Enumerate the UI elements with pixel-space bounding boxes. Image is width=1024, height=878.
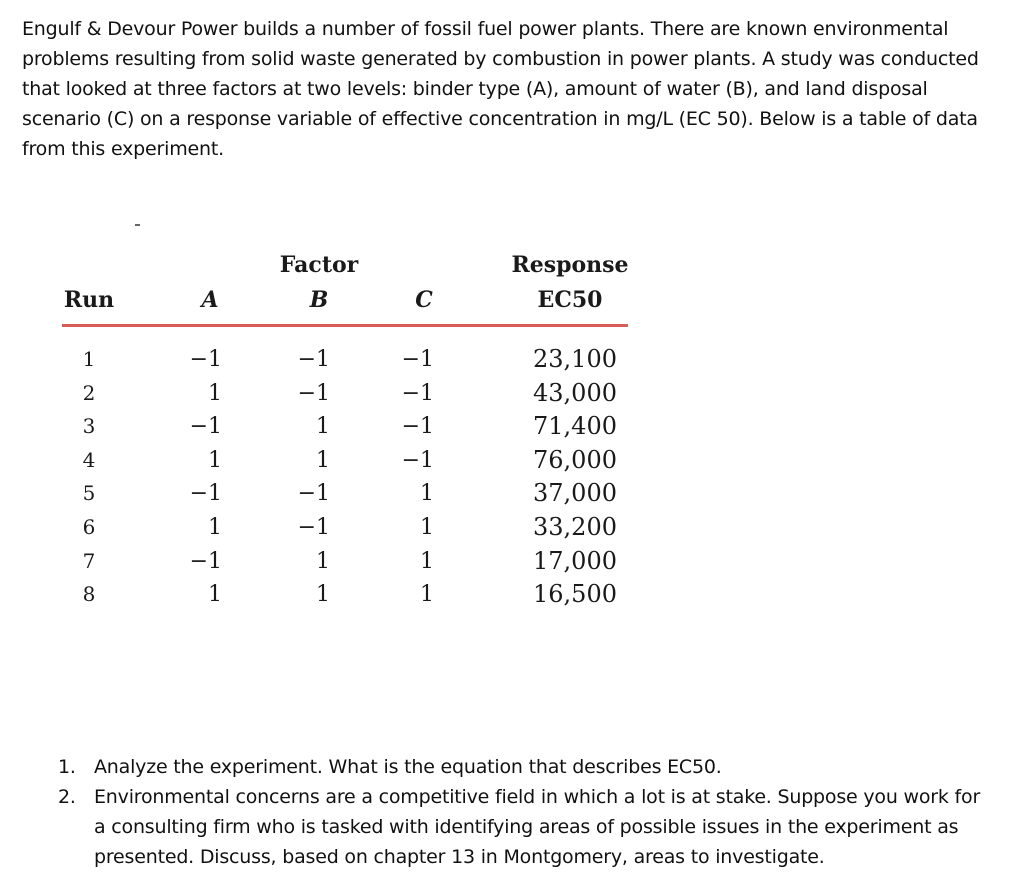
factor-b-cell: −1: [297, 481, 330, 507]
factor-a-cell: 1: [208, 447, 222, 473]
response-cell: 76,000: [533, 445, 617, 474]
factor-b-cell: 1: [316, 447, 330, 473]
ec50-column-header: EC50: [537, 287, 603, 313]
response-cell: 23,100: [533, 345, 617, 373]
response-cell: 16,500: [533, 580, 617, 609]
run-cell: 7: [82, 548, 96, 573]
problem-statement-line: problems resulting from solid waste generated by combustion in power plants. A study was conducted: [22, 48, 979, 70]
run-cell: 4: [82, 447, 96, 472]
response-cell: 43,000: [533, 378, 617, 407]
run-column: [78, 343, 100, 612]
factor-a-column: [180, 343, 222, 612]
factor-b-cell: 1: [316, 582, 330, 608]
question-text: Environmental concerns are a competitive field in which a lot is at stake. Suppose you work for: [94, 786, 981, 808]
response-group-header: Response: [511, 252, 629, 278]
factor-c-cell: −1: [401, 380, 434, 406]
factor-b-column-header: B: [309, 287, 329, 313]
run-cell: 1: [82, 347, 96, 371]
factor-a-cell: −1: [189, 548, 222, 574]
question-text: presented. Discuss, based on chapter 13 in Montgomery, areas to investigate.: [94, 846, 825, 868]
response-cell: 33,200: [533, 512, 617, 541]
factor-c-column: [392, 343, 434, 612]
header-divider: [62, 324, 628, 327]
run-column-header: Run: [63, 287, 115, 313]
factor-a-cell: −1: [189, 481, 222, 507]
factor-c-cell: 1: [420, 514, 434, 540]
factor-b-cell: 1: [316, 548, 330, 574]
factor-c-cell: −1: [401, 447, 434, 473]
problem-statement-line: that looked at three factors at two levels: binder type (A), amount of water (B), and land disposal: [22, 78, 928, 100]
factor-c-cell: −1: [401, 414, 434, 440]
question-text: Analyze the experiment. What is the equation that describes EC50.: [94, 756, 722, 778]
factor-a-cell: −1: [189, 347, 222, 372]
factor-a-cell: 1: [208, 380, 222, 406]
question-list: [54, 752, 994, 872]
response-cell: 71,400: [533, 412, 617, 441]
response-column: [533, 343, 623, 612]
factor-a-column-header: A: [201, 287, 219, 313]
factor-c-cell: 1: [420, 481, 434, 507]
run-cell: 5: [82, 481, 96, 506]
problem-statement-line: scenario (C) on a response variable of effective concentration in mg/L (EC 50). Below is a table of data: [22, 108, 978, 130]
factor-b-column: [288, 343, 330, 612]
factor-a-cell: 1: [208, 582, 222, 608]
factor-b-cell: 1: [316, 414, 330, 440]
problem-statement-line: from this experiment.: [22, 138, 224, 160]
question-item: [54, 782, 994, 872]
factor-a-cell: −1: [189, 414, 222, 440]
question-number: 1.: [58, 756, 76, 778]
factor-c-cell: −1: [401, 347, 434, 372]
run-cell: 2: [82, 380, 96, 405]
question-item: [54, 752, 994, 782]
response-cell: 17,000: [533, 546, 617, 575]
factor-b-cell: −1: [297, 347, 330, 372]
run-cell: 8: [82, 582, 96, 607]
factor-group-header: Factor: [279, 252, 359, 278]
run-cell: 3: [82, 414, 96, 439]
factor-c-cell: 1: [420, 548, 434, 574]
factor-c-column-header: C: [415, 287, 433, 313]
factor-b-cell: −1: [297, 380, 330, 406]
factor-b-cell: −1: [297, 514, 330, 540]
run-cell: 6: [82, 514, 96, 539]
question-number: 2.: [58, 786, 76, 808]
factor-a-cell: 1: [208, 514, 222, 540]
question-text: a consulting firm who is tasked with identifying areas of possible issues in the experiment as: [94, 816, 959, 838]
response-cell: 37,000: [533, 479, 617, 508]
problem-statement-line: Engulf & Devour Power builds a number of fossil fuel power plants. There are known environmental: [22, 18, 949, 40]
factor-c-cell: 1: [420, 582, 434, 608]
